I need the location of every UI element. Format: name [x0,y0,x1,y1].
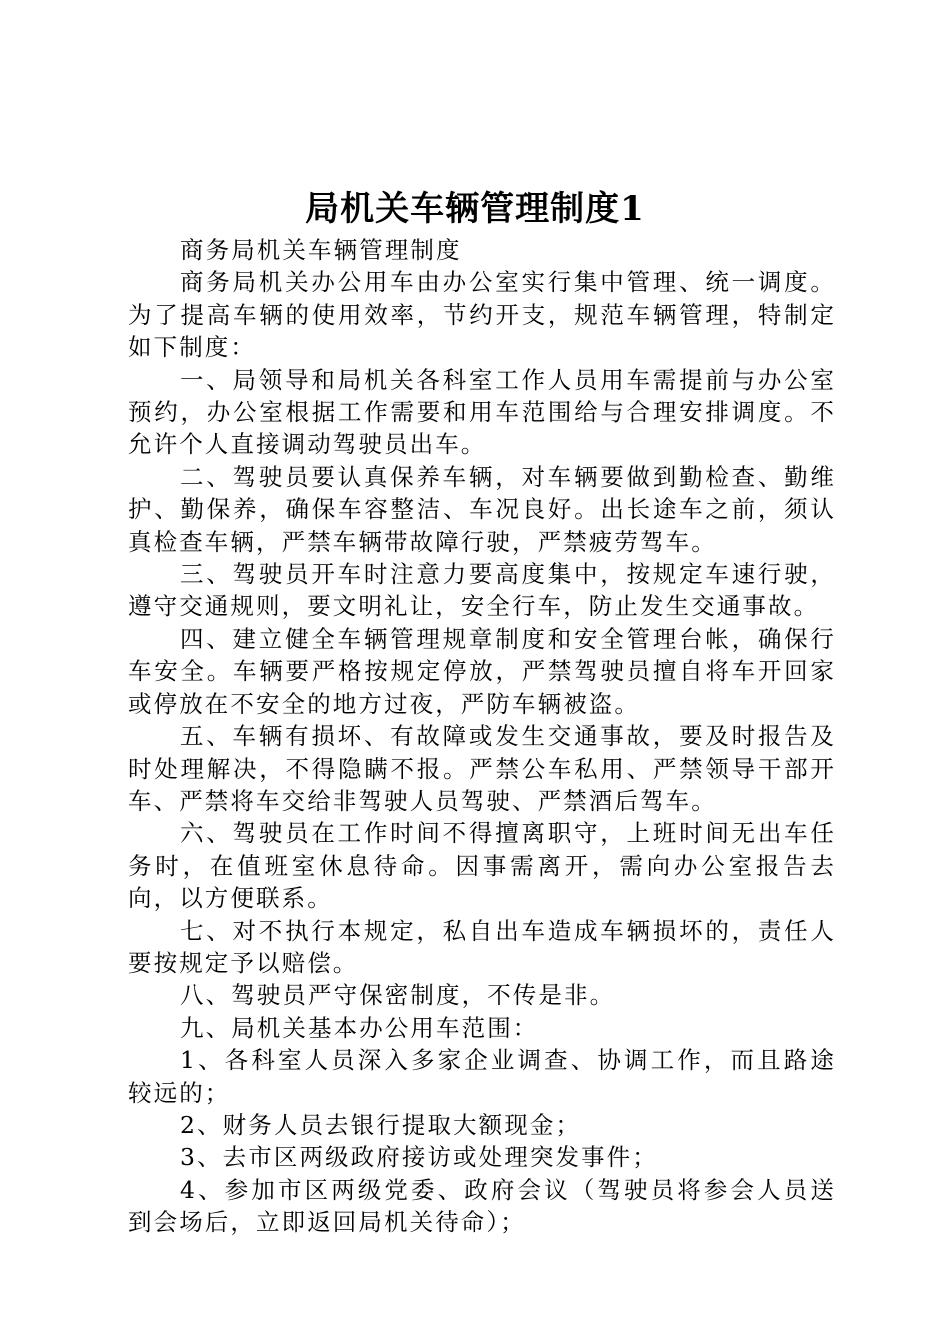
paragraph-rule-2: 二、驾驶员要认真保养车辆，对车辆要做到勤检查、勤维护、勤保养，确保车容整洁、车况良好。出长途车之前，须认真检查车辆，严禁车辆带故障行驶，严禁疲劳驾车。 [128,462,836,556]
paragraph-rule-3: 三、驾驶员开车时注意力要高度集中，按规定车速行驶，遵守交通规则，要文明礼让，安全行车，防止发生交通事故。 [128,560,836,621]
paragraph-rule-4: 四、建立健全车辆管理规章制度和安全管理台帐，确保行车安全。车辆要严格按规定停放，严禁驾驶员擅自将车开回家或停放在不安全的地方过夜，严防车辆被盗。 [128,624,836,718]
paragraph-intro: 商务局机关办公用车由办公室实行集中管理、统一调度。为了提高车辆的使用效率，节约开支，规范车辆管理，特制定如下制度： [128,268,836,362]
document-body [128,234,836,1239]
paragraph-scope-2: 2、财务人员去银行提取大额现金； [180,1110,582,1139]
paragraph-scope-1: 1、各科室人员深入多家企业调查、协调工作，而且路途较远的； [128,1046,836,1107]
paragraph-scope-4: 4、参加市区两级党委、政府会议（驾驶员将参会人员送到会场后，立即返回局机关待命）； [128,1175,836,1237]
paragraph-subtitle: 商务局机关车辆管理制度 [180,236,462,264]
document-title: 局机关车辆管理制度1 [305,189,645,229]
paragraph-rule-5: 五、车辆有损坏、有故障或发生交通事故，要及时报告及时处理解决，不得隐瞒不报。严禁公车私用、严禁领导干部开车、严禁将车交给非驾驶人员驾驶、严禁酒后驾车。 [128,722,836,815]
paragraph-rule-1: 一、局领导和局机关各科室工作人员用车需提前与办公室预约，办公室根据工作需要和用车范围给与合理安排调度。不允许个人直接调动驾驶员出车。 [128,365,836,459]
paragraph-rule-7: 七、对不执行本规定，私自出车造成车辆损坏的，责任人要按规定予以赔偿。 [128,916,836,977]
paragraph-rule-9: 九、局机关基本办公用车范围： [180,1013,539,1042]
paragraph-scope-3: 3、去市区两级政府接访或处理突发事件； [180,1143,658,1172]
paragraph-rule-6: 六、驾驶员在工作时间不得擅离职守，上班时间无出车任务时，在值班室休息待命。因事需离开，需向办公室报告去向，以方便联系。 [128,819,836,913]
paragraph-rule-8: 八、驾驶员严守保密制度，不传是非。 [180,981,616,1010]
